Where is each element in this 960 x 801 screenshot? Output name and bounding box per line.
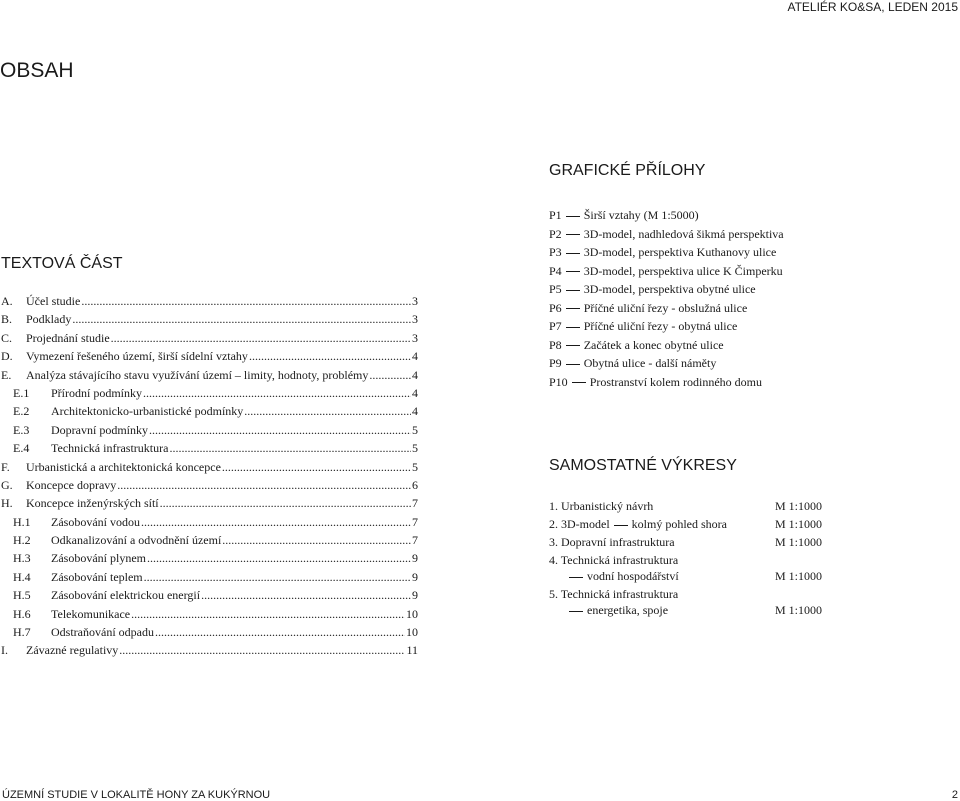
toc-entry-code: B. [1, 312, 13, 327]
toc-entry [0, 421, 420, 439]
toc-entry-page: 4 [412, 385, 418, 400]
toc-entry-title: Analýza stávajícího stavu využívání území – limity, hodnoty, problémy [26, 367, 369, 382]
drawing-number: 2. [549, 517, 558, 531]
drawing-subtitle: energetika, spoje [587, 603, 669, 617]
toc-entry-title: Zásobování vodou [51, 514, 140, 529]
drawing-number: 4. [549, 553, 558, 567]
annex-item [549, 206, 784, 225]
toc-entry-page: 11 [406, 643, 418, 658]
toc-entry-code: D. [1, 349, 13, 364]
annex-title: 3D-model, perspektiva ulice K Čimperku [583, 263, 783, 278]
toc-entry-page: 3 [412, 330, 418, 345]
toc-entry-title: Dopravní podmínky [51, 422, 148, 437]
dash-line [566, 234, 580, 235]
toc-entry [0, 439, 420, 457]
toc-entry [0, 605, 420, 623]
annex-title: Příčné uliční řezy - obytná ulice [583, 319, 738, 333]
annex-title: Širší vztahy (M 1:5000) [583, 208, 699, 222]
toc-entry [0, 568, 420, 586]
toc-entry-code: H.3 [13, 551, 31, 566]
annex-item [549, 262, 784, 281]
drawing-number: 1. [549, 499, 558, 513]
toc-entry-page: 3 [412, 312, 418, 327]
toc-entry [0, 623, 420, 641]
toc-entry-title: Odkanalizování a odvodnění území [51, 533, 222, 548]
drawing-subtitle: kolmý pohled shora [631, 517, 727, 531]
toc-entry-code: C. [1, 330, 13, 345]
toc-entry-title: Závazné regulativy [26, 643, 119, 658]
toc-entry [0, 549, 420, 567]
document-footer: ÚZEMNÍ STUDIE V LOKALITĚ HONY ZA KUKÝRNOU [2, 789, 271, 801]
dash-line [566, 364, 580, 365]
toc-entry-title: Projednání studie [26, 330, 110, 345]
dash-line [566, 345, 580, 346]
toc-entry-page: 4 [412, 404, 418, 419]
annex-code: P1 [549, 208, 562, 222]
annex-title: 3D-model, perspektiva Kuthanovy ulice [583, 245, 777, 259]
toc-entry [0, 476, 420, 494]
toc-entry-code: I. [1, 643, 8, 658]
dash-line [572, 382, 586, 383]
toc-entry-code: H.1 [13, 514, 31, 529]
toc-entry-title: Přírodní podmínky [51, 385, 143, 400]
toc-entry-code: H.2 [13, 533, 31, 548]
toc-entry-title: Účel studie [26, 294, 81, 308]
annex-item [549, 354, 784, 373]
dash-line [614, 525, 628, 526]
toc-entry [0, 384, 420, 402]
toc-entry [0, 310, 420, 328]
drawing-item [549, 534, 829, 550]
toc-entry-page: 3 [412, 294, 418, 308]
annex-code: P2 [549, 226, 562, 241]
annex-item [549, 243, 784, 262]
page-title: OBSAH [0, 59, 74, 82]
toc-entry-code: A. [1, 294, 13, 308]
toc-entry [0, 366, 420, 384]
toc-entry-title: Odstraňování odpadu [51, 625, 154, 640]
drawing-scale: M 1:1000 [774, 569, 822, 583]
annex-title: 3D-model, perspektiva obytné ulice [583, 282, 756, 296]
annex-code: P4 [549, 263, 562, 278]
dash-line [566, 253, 580, 254]
toc-entry [0, 458, 420, 476]
annex-code: P8 [549, 337, 562, 352]
toc-entry-code: E.3 [13, 422, 30, 437]
toc-entry-code: E. [1, 367, 12, 382]
toc-entry-code: E.1 [13, 385, 30, 400]
toc-entry-title: Koncepce inženýrských sítí [26, 496, 159, 511]
toc-entry-title: Urbanistická a architektonická koncepce [26, 459, 221, 474]
toc-entry-page: 7 [412, 533, 418, 548]
toc-entry [0, 531, 420, 549]
dash-line [569, 611, 583, 612]
dash-line [566, 216, 580, 217]
toc-entry [0, 292, 420, 310]
dash-line [569, 577, 583, 578]
drawing-scale: M 1:1000 [774, 499, 822, 513]
toc-entry-page: 5 [412, 459, 418, 474]
toc-entry-page: 6 [412, 477, 418, 492]
toc-entry-code: G. [1, 477, 13, 492]
annex-code: P10 [549, 374, 568, 389]
toc-entry-page: 4 [412, 367, 418, 382]
annex-title: Začátek a konec obytné ulice [583, 337, 724, 352]
toc-entry [0, 347, 420, 365]
graphic-annexes-heading: GRAFICKÉ PŘÍLOHY [549, 162, 706, 179]
annex-item [549, 317, 784, 336]
toc-entry-title: Koncepce dopravy [26, 477, 117, 492]
drawing-title: Technická infrastruktura [560, 587, 679, 601]
drawing-item [549, 498, 829, 514]
page-number: 2 [951, 789, 958, 801]
table-of-contents [0, 292, 420, 660]
drawing-subtitle: vodní hospodářství [587, 569, 679, 583]
toc-entry-code: H.4 [13, 569, 31, 584]
toc-entry-code: E.4 [13, 441, 30, 456]
annex-item [549, 336, 784, 355]
toc-entry [0, 586, 420, 604]
toc-entry-page: 5 [412, 441, 418, 456]
toc-entry-title: Telekomunikace [51, 606, 131, 621]
drawing-item [549, 516, 829, 532]
annex-item [549, 299, 784, 318]
dash-line [566, 308, 580, 309]
toc-entry-code: H.5 [13, 588, 31, 603]
toc-entry-page: 9 [412, 569, 418, 584]
drawings-list [549, 498, 829, 620]
toc-entry-page: 10 [406, 625, 418, 640]
toc-entry-page: 9 [412, 588, 418, 603]
toc-entry-page: 9 [412, 551, 418, 566]
toc-entry-title: Vymezení řešeného území, širší sídelní vztahy [26, 349, 248, 364]
drawing-item [549, 586, 829, 618]
toc-entry-title: Podklady [26, 312, 72, 327]
annex-item [549, 280, 784, 299]
annex-title: Příčné uliční řezy - obslužná ulice [583, 300, 748, 315]
toc-entry-page: 7 [412, 496, 418, 511]
toc-entry-title: Zásobování elektrickou energií [51, 588, 201, 603]
drawing-number: 3. [549, 535, 558, 549]
toc-entry [0, 494, 420, 512]
toc-entry [0, 329, 420, 347]
dash-line [566, 290, 580, 291]
toc-entry-code: H.7 [13, 625, 31, 640]
document-header: ATELIÉR KO&SA, LEDEN 2015 [787, 0, 958, 14]
drawing-scale: M 1:1000 [774, 535, 822, 549]
dash-line [566, 271, 580, 272]
annex-title: Obytná ulice - další náměty [583, 356, 717, 370]
toc-entry-page: 4 [412, 349, 418, 364]
drawing-title: Technická infrastruktura [560, 553, 679, 567]
toc-entry-page: 10 [406, 606, 418, 621]
annex-code: P6 [549, 300, 562, 315]
toc-entry-page: 7 [412, 514, 418, 529]
graphic-annexes-list [549, 206, 784, 391]
annex-title: Prostranství kolem rodinného domu [589, 374, 763, 389]
dash-line [566, 327, 580, 328]
toc-entry-title: Technická infrastruktura [51, 441, 169, 456]
text-part-heading: TEXTOVÁ ČÁST [1, 255, 123, 272]
annex-code: P3 [549, 245, 562, 259]
drawing-title: 3D-model [561, 517, 610, 531]
toc-entry [0, 513, 420, 531]
annex-item [549, 225, 784, 244]
toc-entry [0, 641, 420, 659]
drawing-title: Urbanistický návrh [561, 499, 654, 513]
toc-entry-title: Architektonicko-urbanistické podmínky [51, 404, 244, 419]
toc-entry-code: E.2 [13, 404, 30, 419]
drawing-title: Dopravní infrastruktura [561, 535, 675, 549]
toc-entry [0, 402, 420, 420]
annex-code: P5 [549, 282, 562, 296]
annex-code: P9 [549, 356, 562, 370]
drawing-number: 5. [549, 587, 558, 601]
toc-entry-title: Zásobování teplem [51, 569, 143, 584]
annex-item [549, 373, 784, 392]
annex-code: P7 [549, 319, 562, 333]
drawing-scale: M 1:1000 [774, 603, 822, 617]
drawing-scale: M 1:1000 [774, 517, 822, 531]
drawings-heading: SAMOSTATNÉ VÝKRESY [549, 457, 737, 474]
annex-title: 3D-model, nadhledová šikmá perspektiva [583, 226, 784, 241]
drawing-item [549, 552, 829, 584]
toc-entry-code: F. [1, 459, 10, 474]
toc-entry-code: H.6 [13, 606, 31, 621]
toc-entry-title: Zásobování plynem [51, 551, 146, 566]
toc-entry-code: H. [1, 496, 13, 511]
toc-entry-page: 5 [412, 422, 418, 437]
